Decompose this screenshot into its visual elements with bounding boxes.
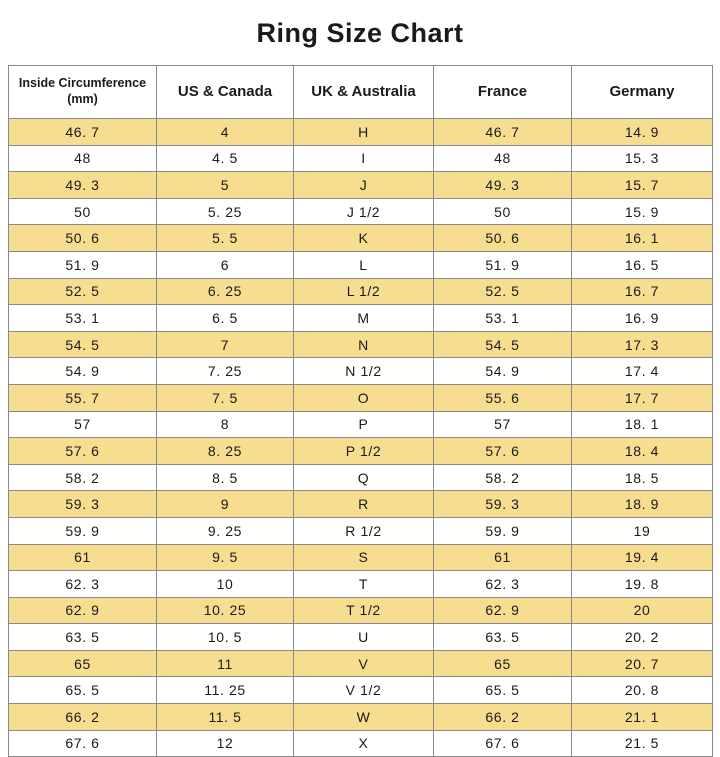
cell-inside-circumference: 66. 2: [9, 704, 157, 731]
cell-us-canada: 6. 25: [157, 278, 294, 305]
cell-us-canada: 8. 25: [157, 438, 294, 465]
cell-germany: 21. 1: [572, 704, 713, 731]
column-header-uk-australia: UK & Australia: [294, 66, 434, 119]
cell-germany: 16. 1: [572, 225, 713, 252]
cell-france: 67. 6: [434, 730, 572, 757]
cell-inside-circumference: 48: [9, 145, 157, 172]
cell-france: 65: [434, 650, 572, 677]
table-row: [9, 624, 713, 651]
cell-inside-circumference: 46. 7: [9, 119, 157, 146]
cell-inside-circumference: 55. 7: [9, 384, 157, 411]
cell-germany: 18. 1: [572, 411, 713, 438]
cell-france: 53. 1: [434, 305, 572, 332]
table-row: [9, 358, 713, 385]
cell-uk-australia: R: [294, 491, 434, 518]
column-header-line1: Inside Circumference: [18, 76, 147, 91]
cell-france: 50: [434, 198, 572, 225]
cell-inside-circumference: 50: [9, 198, 157, 225]
cell-uk-australia: V 1/2: [294, 677, 434, 704]
table-row: [9, 198, 713, 225]
cell-us-canada: 10. 25: [157, 597, 294, 624]
cell-us-canada: 10: [157, 571, 294, 598]
cell-uk-australia: L: [294, 251, 434, 278]
cell-us-canada: 6: [157, 251, 294, 278]
cell-us-canada: 7. 25: [157, 358, 294, 385]
cell-germany: 20. 8: [572, 677, 713, 704]
table-row: [9, 384, 713, 411]
cell-inside-circumference: 62. 9: [9, 597, 157, 624]
cell-uk-australia: S: [294, 544, 434, 571]
cell-inside-circumference: 65. 5: [9, 677, 157, 704]
cell-france: 59. 3: [434, 491, 572, 518]
cell-uk-australia: N: [294, 331, 434, 358]
cell-inside-circumference: 50. 6: [9, 225, 157, 252]
cell-france: 57: [434, 411, 572, 438]
cell-uk-australia: T 1/2: [294, 597, 434, 624]
cell-france: 55. 6: [434, 384, 572, 411]
cell-uk-australia: X: [294, 730, 434, 757]
cell-germany: 17. 7: [572, 384, 713, 411]
table-row: [9, 251, 713, 278]
table-row: [9, 145, 713, 172]
cell-us-canada: 11: [157, 650, 294, 677]
table-row: [9, 225, 713, 252]
cell-germany: 16. 7: [572, 278, 713, 305]
cell-germany: 18. 5: [572, 464, 713, 491]
page-title: Ring Size Chart: [256, 18, 464, 48]
cell-france: 61: [434, 544, 572, 571]
table-row: [9, 411, 713, 438]
table-row: [9, 438, 713, 465]
cell-uk-australia: J: [294, 172, 434, 199]
table-row: [9, 677, 713, 704]
cell-uk-australia: I: [294, 145, 434, 172]
cell-uk-australia: K: [294, 225, 434, 252]
cell-germany: 18. 9: [572, 491, 713, 518]
cell-us-canada: 5: [157, 172, 294, 199]
column-header-germany: Germany: [572, 66, 713, 119]
table-row: [9, 571, 713, 598]
table-row: [9, 517, 713, 544]
cell-france: 62. 9: [434, 597, 572, 624]
cell-germany: 17. 4: [572, 358, 713, 385]
cell-germany: 19. 8: [572, 571, 713, 598]
cell-germany: 20. 7: [572, 650, 713, 677]
cell-germany: 15. 3: [572, 145, 713, 172]
cell-france: 54. 5: [434, 331, 572, 358]
cell-inside-circumference: 63. 5: [9, 624, 157, 651]
table-row: [9, 704, 713, 731]
cell-france: 66. 2: [434, 704, 572, 731]
cell-france: 51. 9: [434, 251, 572, 278]
cell-us-canada: 4: [157, 119, 294, 146]
table-row: [9, 730, 713, 757]
cell-us-canada: 7: [157, 331, 294, 358]
cell-france: 49. 3: [434, 172, 572, 199]
cell-uk-australia: R 1/2: [294, 517, 434, 544]
cell-germany: 21. 5: [572, 730, 713, 757]
table-row: [9, 650, 713, 677]
cell-uk-australia: P: [294, 411, 434, 438]
cell-inside-circumference: 65: [9, 650, 157, 677]
cell-uk-australia: Q: [294, 464, 434, 491]
cell-uk-australia: T: [294, 571, 434, 598]
cell-france: 50. 6: [434, 225, 572, 252]
cell-france: 54. 9: [434, 358, 572, 385]
cell-inside-circumference: 52. 5: [9, 278, 157, 305]
cell-us-canada: 8. 5: [157, 464, 294, 491]
cell-germany: 16. 9: [572, 305, 713, 332]
cell-us-canada: 8: [157, 411, 294, 438]
table-body: [9, 119, 713, 757]
cell-uk-australia: U: [294, 624, 434, 651]
cell-germany: 15. 9: [572, 198, 713, 225]
cell-france: 48: [434, 145, 572, 172]
cell-us-canada: 12: [157, 730, 294, 757]
cell-us-canada: 9: [157, 491, 294, 518]
cell-germany: 19. 4: [572, 544, 713, 571]
cell-uk-australia: J 1/2: [294, 198, 434, 225]
cell-uk-australia: O: [294, 384, 434, 411]
cell-germany: 19: [572, 517, 713, 544]
cell-uk-australia: W: [294, 704, 434, 731]
cell-us-canada: 11. 25: [157, 677, 294, 704]
table-row: [9, 305, 713, 332]
cell-inside-circumference: 53. 1: [9, 305, 157, 332]
cell-us-canada: 7. 5: [157, 384, 294, 411]
cell-germany: 15. 7: [572, 172, 713, 199]
cell-uk-australia: H: [294, 119, 434, 146]
cell-us-canada: 9. 25: [157, 517, 294, 544]
table-row: [9, 464, 713, 491]
cell-us-canada: 10. 5: [157, 624, 294, 651]
cell-germany: 20: [572, 597, 713, 624]
cell-france: 57. 6: [434, 438, 572, 465]
table-row: [9, 544, 713, 571]
cell-inside-circumference: 54. 9: [9, 358, 157, 385]
ring-size-table: [8, 65, 713, 757]
table-header-row: [9, 66, 713, 119]
cell-us-canada: 6. 5: [157, 305, 294, 332]
cell-france: 46. 7: [434, 119, 572, 146]
column-header-line2: (mm): [67, 92, 98, 106]
cell-france: 58. 2: [434, 464, 572, 491]
column-header-france: France: [434, 66, 572, 119]
cell-inside-circumference: 57: [9, 411, 157, 438]
cell-france: 65. 5: [434, 677, 572, 704]
cell-germany: 18. 4: [572, 438, 713, 465]
table-row: [9, 491, 713, 518]
cell-us-canada: 9. 5: [157, 544, 294, 571]
column-header-us-canada: US & Canada: [157, 66, 294, 119]
cell-germany: 16. 5: [572, 251, 713, 278]
cell-us-canada: 11. 5: [157, 704, 294, 731]
cell-inside-circumference: 58. 2: [9, 464, 157, 491]
cell-uk-australia: V: [294, 650, 434, 677]
table-row: [9, 172, 713, 199]
table-row: [9, 119, 713, 146]
table-row: [9, 331, 713, 358]
cell-inside-circumference: 59. 9: [9, 517, 157, 544]
cell-inside-circumference: 59. 3: [9, 491, 157, 518]
cell-uk-australia: M: [294, 305, 434, 332]
cell-uk-australia: L 1/2: [294, 278, 434, 305]
cell-inside-circumference: 67. 6: [9, 730, 157, 757]
table-row: [9, 278, 713, 305]
table-header: [9, 66, 713, 119]
cell-germany: 20. 2: [572, 624, 713, 651]
cell-inside-circumference: 54. 5: [9, 331, 157, 358]
cell-inside-circumference: 51. 9: [9, 251, 157, 278]
cell-uk-australia: P 1/2: [294, 438, 434, 465]
cell-us-canada: 5. 5: [157, 225, 294, 252]
cell-france: 62. 3: [434, 571, 572, 598]
cell-us-canada: 4. 5: [157, 145, 294, 172]
cell-inside-circumference: 61: [9, 544, 157, 571]
cell-inside-circumference: 49. 3: [9, 172, 157, 199]
column-header-inside-circumference: [9, 66, 157, 119]
table-row: [9, 597, 713, 624]
cell-inside-circumference: 57. 6: [9, 438, 157, 465]
cell-france: 52. 5: [434, 278, 572, 305]
cell-france: 63. 5: [434, 624, 572, 651]
cell-germany: 17. 3: [572, 331, 713, 358]
cell-germany: 14. 9: [572, 119, 713, 146]
cell-inside-circumference: 62. 3: [9, 571, 157, 598]
cell-uk-australia: N 1/2: [294, 358, 434, 385]
cell-us-canada: 5. 25: [157, 198, 294, 225]
cell-france: 59. 9: [434, 517, 572, 544]
